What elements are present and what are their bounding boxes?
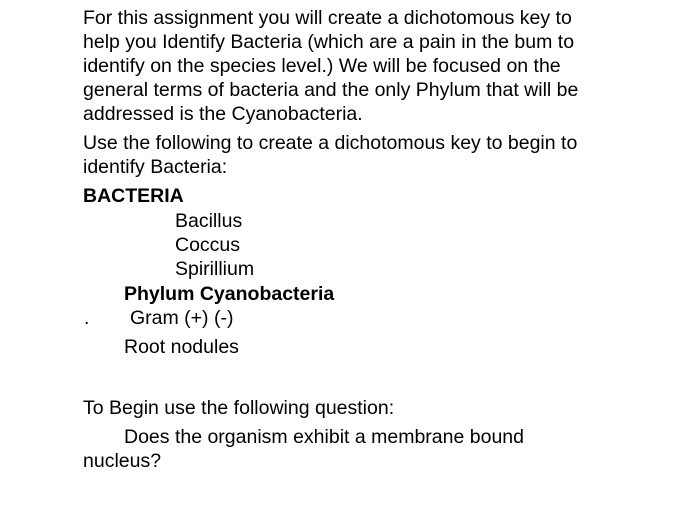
intro-line-3: identify on the species level.) We will be focused on the — [83, 55, 561, 77]
question-line-2: nucleus? — [83, 450, 162, 472]
intro-line-4: general terms of bacteria and the only Phylum that will be — [83, 79, 579, 101]
instruction-line-1: Use the following to create a dichotomous key to begin to — [83, 132, 578, 154]
intro-line-1: For this assignment you will create a dichotomous key to — [83, 7, 572, 29]
intro-line-2: help you Identify Bacteria (which are a pain in the bum to — [83, 31, 575, 53]
question-line-1: Does the organism exhibit a membrane bound — [124, 426, 524, 448]
gram-item: Gram (+) (-) — [130, 307, 234, 329]
shape-item-bacillus: Bacillus — [175, 210, 243, 232]
bullet-mark: . — [84, 307, 90, 329]
shape-item-spirillium: Spirillium — [175, 258, 255, 280]
phylum-heading: Phylum Cyanobacteria — [124, 283, 335, 305]
root-nodules-item: Root nodules — [124, 336, 239, 358]
intro-line-5: addressed is the Cyanobacteria. — [83, 103, 363, 125]
shape-item-coccus: Coccus — [175, 234, 241, 256]
bacteria-heading: BACTERIA — [83, 185, 184, 207]
begin-text: To Begin use the following question: — [83, 397, 395, 419]
instruction-line-2: identify Bacteria: — [83, 156, 228, 178]
